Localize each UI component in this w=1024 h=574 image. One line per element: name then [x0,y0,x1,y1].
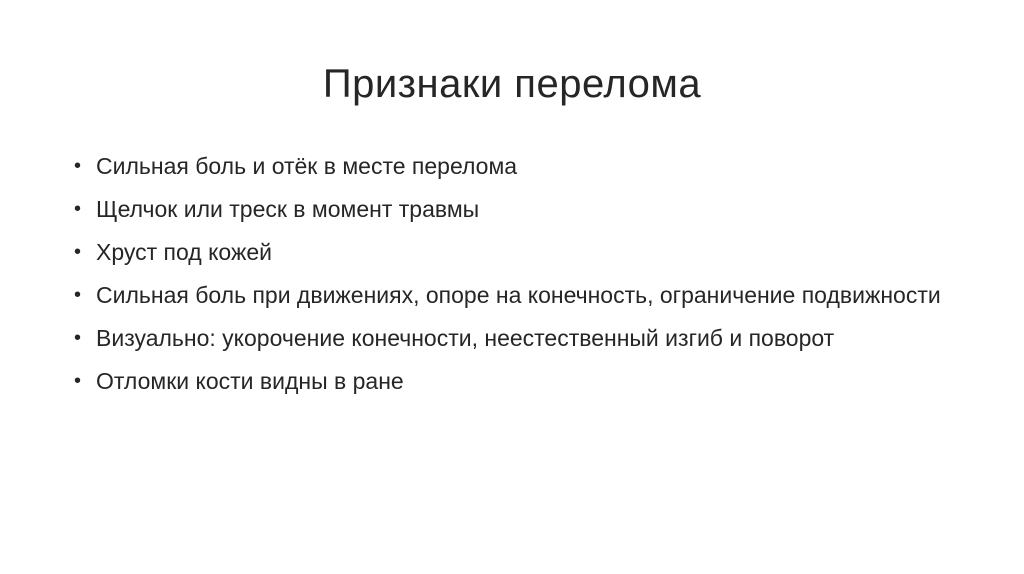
list-item [72,150,972,182]
bullet-marker: • [74,284,82,306]
list-item-text: Сильная боль и отёк в месте перелома [96,153,518,179]
list-item-text: Хруст под кожей [96,239,272,265]
list-item-text: Визуально: укорочение конечности, неестественный изгиб и поворот [96,325,835,351]
slide-title: Признаки перелома [322,62,702,106]
bullet-marker: • [74,370,82,392]
list-item [72,279,972,311]
bullet-marker: • [74,327,82,349]
list-item [72,236,972,268]
list-item-text: Щелчок или треск в момент травмы [96,196,480,222]
list-item-text: Отломки кости видны в ране [96,368,404,394]
list-item [72,193,972,225]
bullet-list [72,150,972,408]
bullet-marker: • [74,155,82,177]
bullet-marker: • [74,198,82,220]
list-item [72,365,972,397]
bullet-marker: • [74,241,82,263]
list-item-text: Сильная боль при движениях, опоре на конечность, ограничение подвижности [96,282,941,308]
list-item [72,322,972,354]
